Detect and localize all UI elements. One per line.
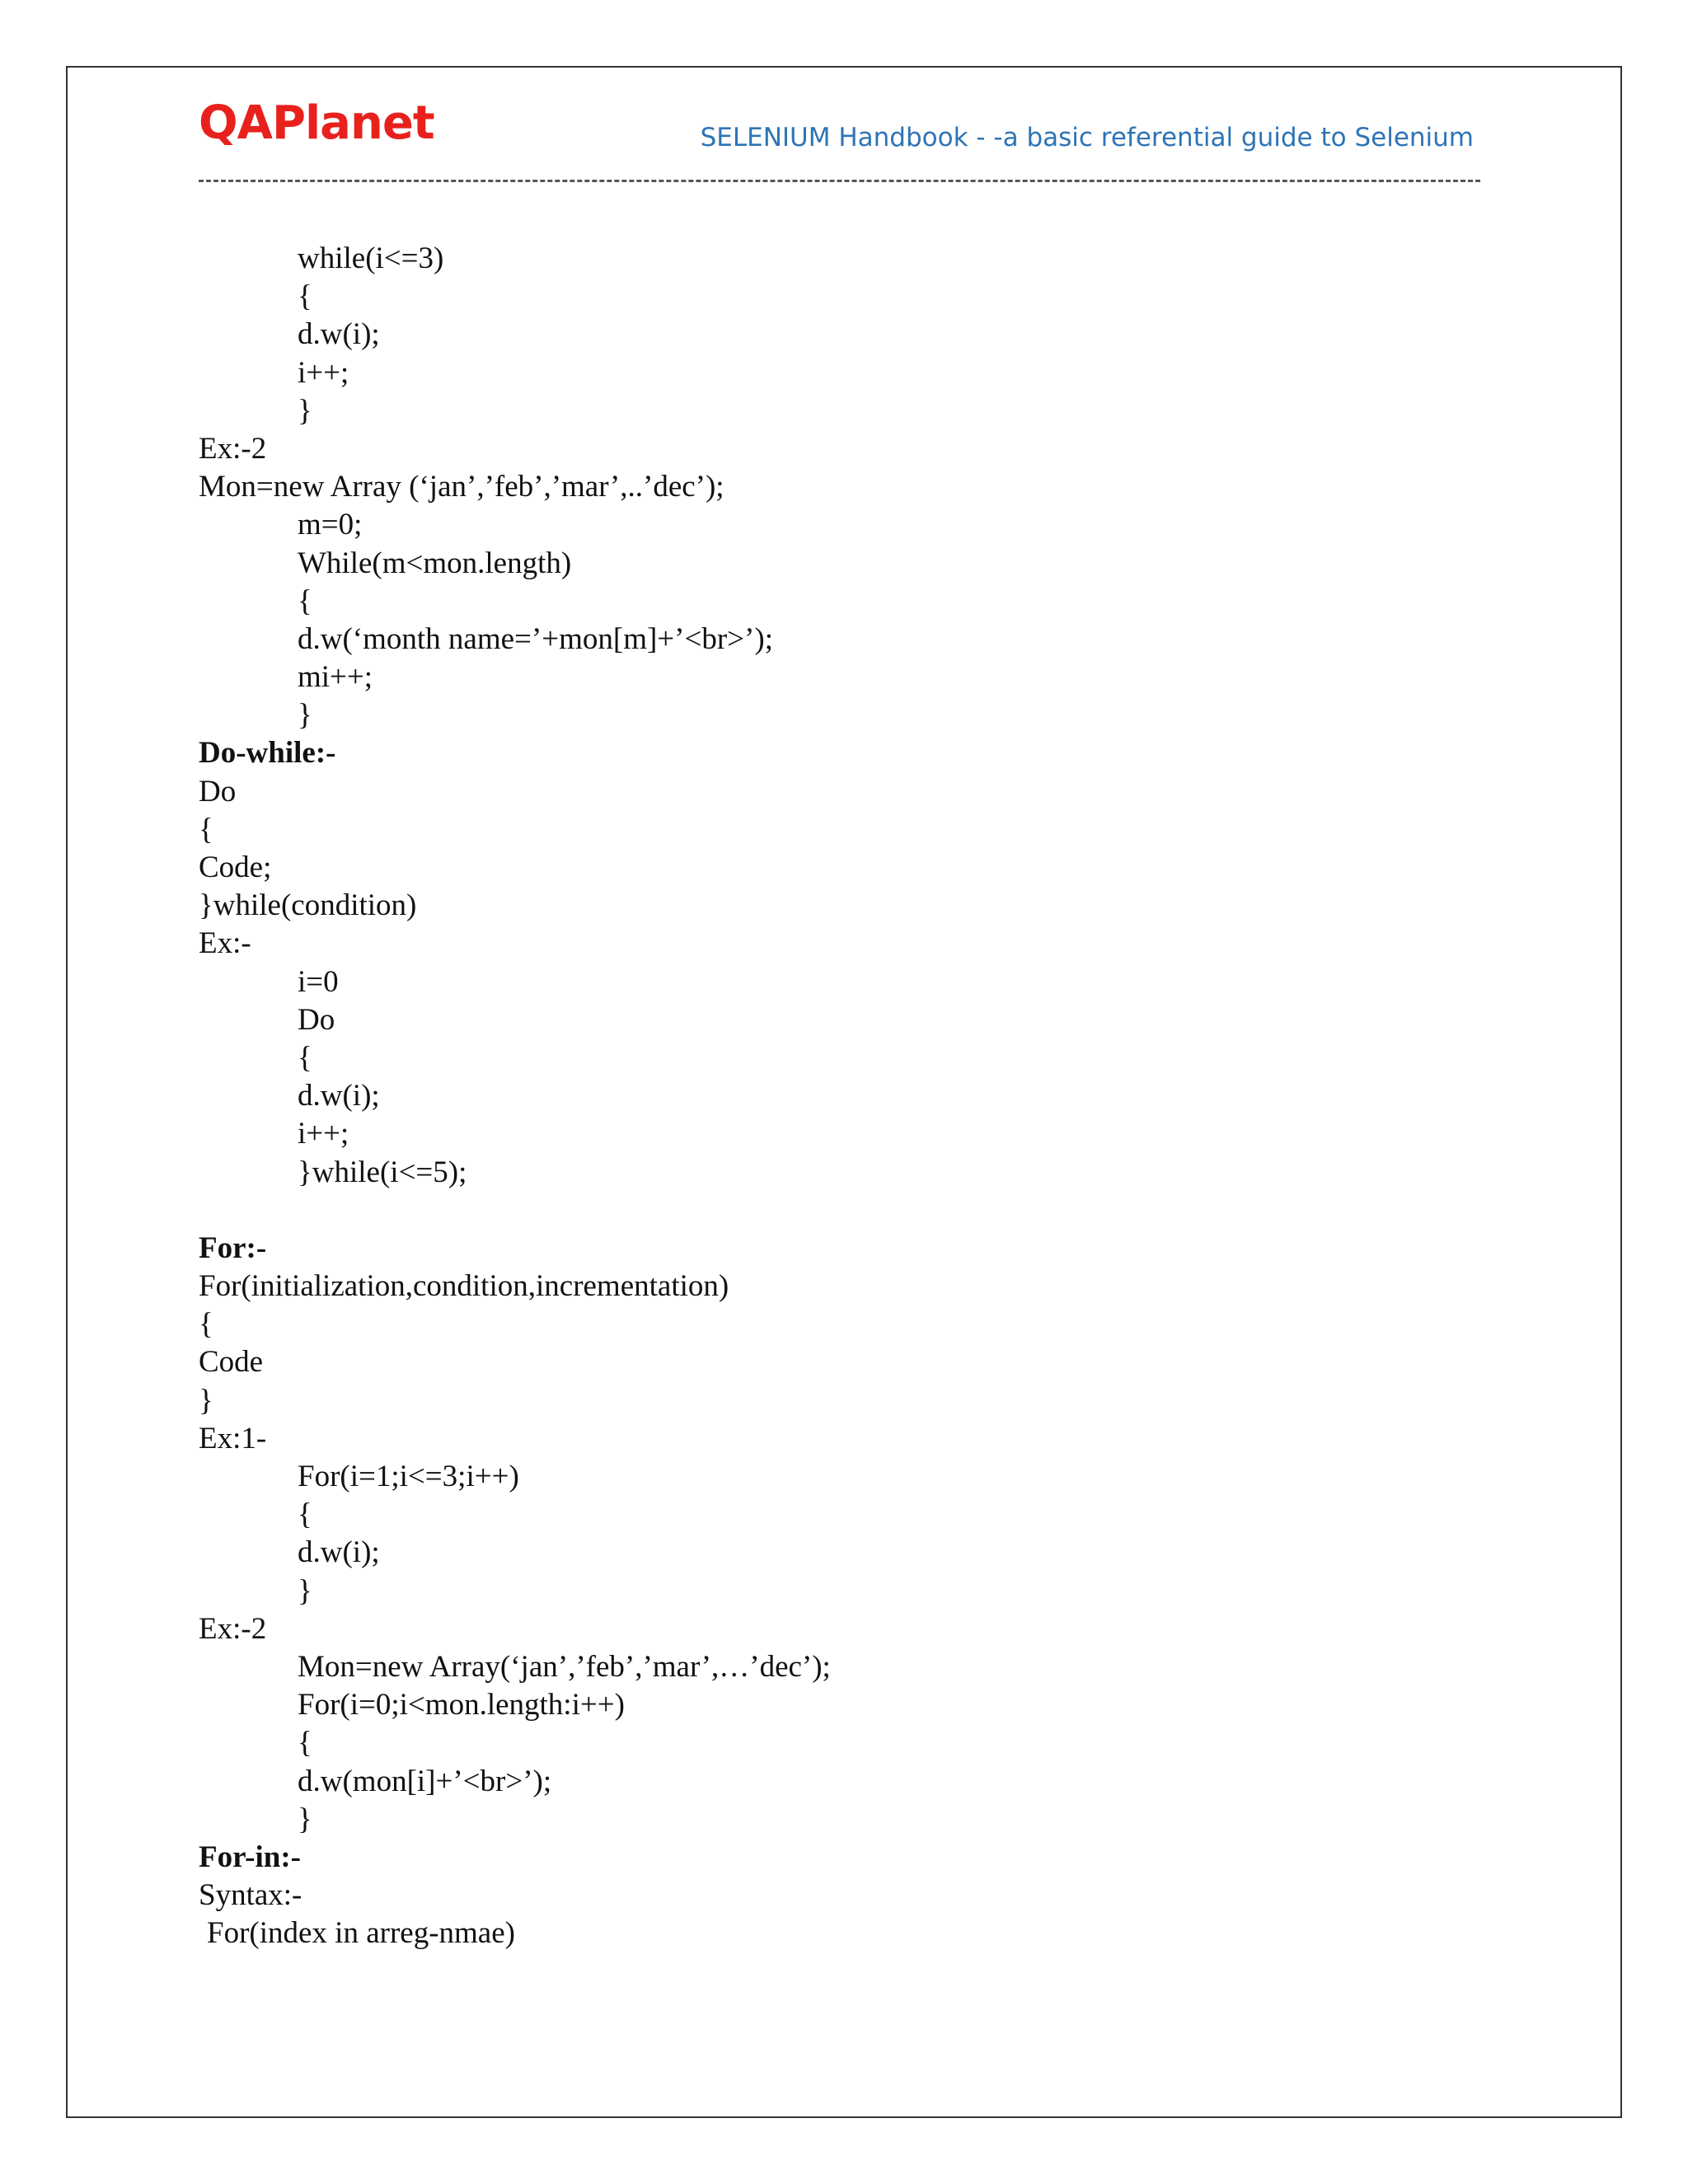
example-label: Ex:-2 [199,431,267,466]
code-line: { [298,1497,312,1532]
code-line: i++; [298,1117,349,1151]
code-line: d.w(mon[i]+’<br>’); [298,1764,552,1798]
code-line: For(i=0;i<mon.length:i++) [298,1688,625,1722]
code-line: } [298,698,312,733]
code-line: d.w(i); [298,1535,380,1570]
code-line: } [298,393,312,428]
code-line: } [298,1573,312,1608]
code-line: d.w(i); [298,1079,380,1113]
code-line: { [298,1726,312,1760]
code-line: }while(i<=5); [298,1155,467,1189]
code-line: For(i=1;i<=3;i++) [298,1460,519,1493]
code-line: Mon=new Array(‘jan’,’feb’,’mar’,…’dec’); [298,1649,831,1684]
code-line: m=0; [298,508,363,542]
code-line: Do [298,1002,335,1037]
code-line: d.w(‘month name=’+mon[m]+’<br>’); [298,621,773,656]
code-line: i=0 [298,964,339,999]
code-line: { [298,583,312,618]
syntax-label: Syntax:- [199,1878,302,1913]
brand-logo-text: QAPlanet [199,96,434,150]
section-heading-for-in: For-in:- [199,1840,301,1874]
code-line: { [199,1307,213,1342]
code-line: { [199,812,213,846]
section-heading-do-while: Do-while:- [199,736,336,771]
example-label: Ex:- [199,926,251,961]
example-label: Ex:-2 [199,1611,267,1646]
code-line: For(initialization,condition,incrementation) [199,1269,729,1304]
code-line: i++; [298,355,349,390]
blank-line [199,1192,1517,1230]
code-line: d.w(i); [298,317,380,352]
code-line: mi++; [298,660,373,695]
code-line: For(index in arreg-nmae) [207,1916,515,1951]
code-line: while(i<=3) [298,241,444,275]
code-line: Code [199,1345,264,1380]
document-body [199,240,1517,1952]
code-line: }while(condition) [199,888,417,923]
code-line: { [298,1040,312,1075]
code-line: While(m<mon.length) [298,546,572,580]
code-line: Code; [199,851,272,884]
code-line: } [199,1383,213,1418]
code-line: } [298,1802,312,1836]
handbook-subtitle: SELENIUM Handbook - -a basic referential guide to Selenium [700,123,1474,152]
code-line: Mon=new Array (‘jan’,’feb’,’mar’,..’dec’); [199,470,724,504]
section-heading-for: For:- [199,1230,267,1265]
example-label: Ex:1- [199,1421,267,1455]
code-line: { [298,279,312,314]
code-line: Do [199,774,237,808]
header-dashed-rule [199,180,1480,182]
